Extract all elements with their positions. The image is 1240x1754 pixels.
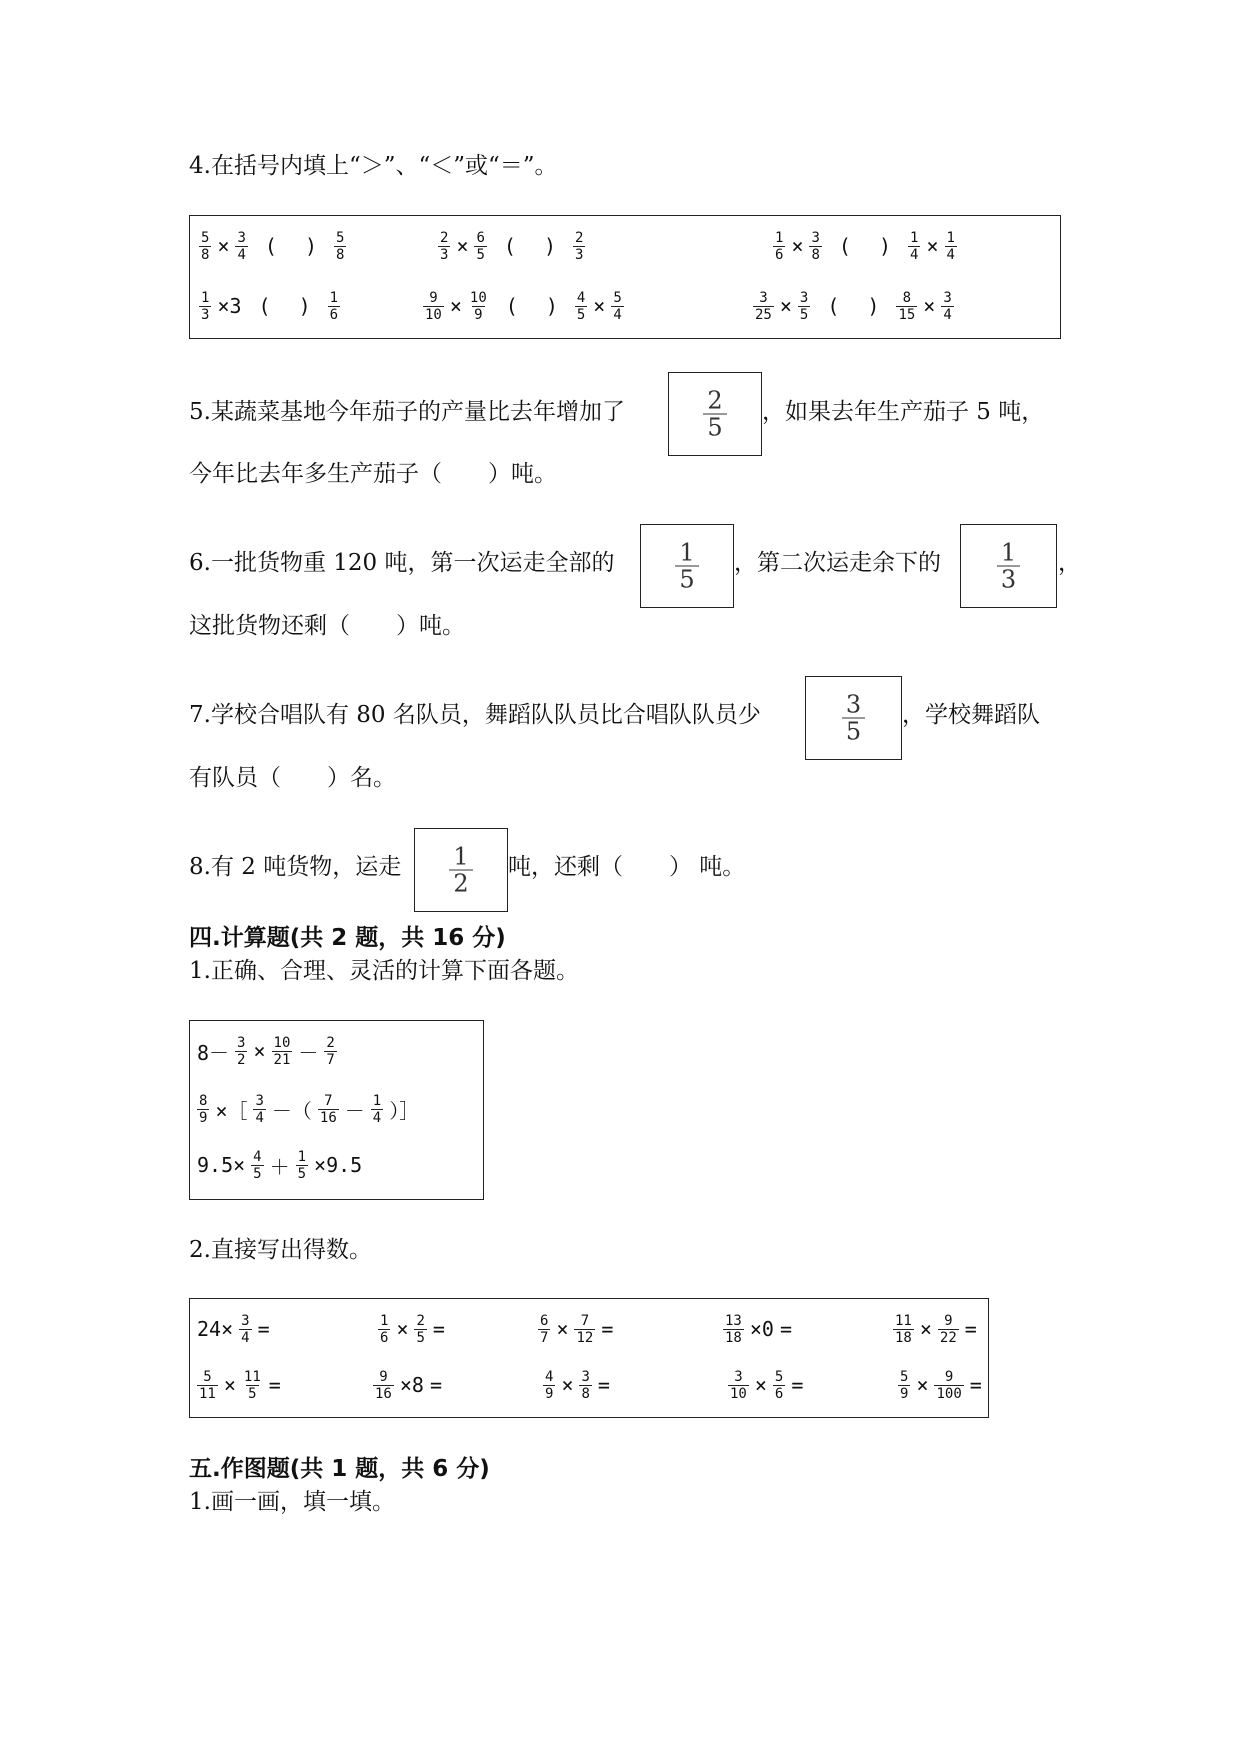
operator: ×0: [749, 1317, 774, 1341]
fraction: $\frac{2}{7}$: [326, 1034, 335, 1068]
fraction: $\frac{4}{5}$: [253, 1148, 262, 1182]
q7-text: 7.学校合唱队有 80 名队员，舞蹈队队员比合唱队队员少: [189, 702, 761, 728]
q4-label: 4.在括号内填上“＞”、“＜”或“＝”。: [189, 153, 558, 179]
blank-paren-close: ): [545, 294, 558, 318]
fraction: $\frac{9}{100}$: [936, 1368, 962, 1402]
q7-line-2: 有队员（ ）名。: [189, 765, 396, 791]
q5-line-2: 今年比去年多生产茄子（ ）吨。: [189, 461, 557, 487]
operator: ×: [253, 1039, 266, 1063]
section-5-title: 五.作图题(共 1 题，共 6 分): [189, 1456, 490, 1482]
fraction: $\frac{3}{8}$: [811, 229, 820, 263]
operator: －: [298, 1040, 319, 1065]
direct-answer-item: [720, 1307, 795, 1351]
blank-paren-open: (: [505, 294, 518, 318]
fraction: $\frac{3}{8}$: [581, 1368, 590, 1402]
operator: －（: [271, 1098, 312, 1123]
fraction: $\frac{1}{6}$: [329, 289, 339, 323]
direct-answer-item: [890, 1307, 980, 1351]
fraction: $\frac{3}{4}$: [943, 289, 952, 323]
operator: ×: [456, 234, 469, 258]
operator: ＋: [269, 1154, 290, 1179]
operator: ×: [754, 1373, 767, 1397]
direct-answer-item: [535, 1307, 616, 1351]
operator: ×8: [399, 1373, 424, 1397]
operator: ×: [926, 234, 939, 258]
q5-text-2: ，如果去年生产茄子 5 吨，: [762, 399, 1045, 425]
fraction: $\frac{3}{10}$: [730, 1368, 747, 1402]
section-4-title: 四.计算题(共 2 题，共 16 分): [189, 925, 506, 951]
calc-expression-1: [194, 1029, 340, 1073]
equals-sign: =: [969, 1373, 982, 1397]
operator: 24×: [197, 1317, 234, 1341]
operator: ×［: [215, 1098, 248, 1123]
q6-line-2: 这批货物还剩（ ）吨。: [189, 613, 465, 639]
equals-sign: =: [779, 1317, 792, 1341]
fraction: $\frac{3}{4}$: [255, 1092, 264, 1126]
fraction: $\frac{5}{6}$: [774, 1368, 784, 1402]
q5-text: 5.某蔬菜基地今年茄子的产量比去年增加了: [189, 399, 625, 425]
q5-fraction-box: [668, 372, 762, 456]
q6-text: 6.一批货物重 120 吨，第一次运走全部的: [189, 550, 615, 576]
direct-answer-table: [189, 1298, 989, 1418]
compare-item: [196, 224, 349, 268]
fraction: $\frac{11}{5}$: [243, 1368, 261, 1402]
operator: ×: [217, 234, 230, 258]
operator: ）］: [389, 1098, 420, 1123]
compare-item: [420, 284, 627, 328]
q5-fraction: 2 5: [669, 388, 761, 441]
q7-text-2: ，学校舞蹈队: [902, 702, 1040, 728]
fraction: $\frac{5}{8}$: [336, 229, 345, 263]
section-4-q1: 1.正确、合理、灵活的计算下面各题。: [189, 958, 579, 984]
equals-sign: =: [601, 1317, 614, 1341]
compare-item: [196, 284, 343, 328]
compare-item: [750, 284, 957, 328]
fraction: $\frac{1}{4}$: [946, 229, 955, 263]
operator: ×: [396, 1317, 409, 1341]
operator: ×: [223, 1373, 236, 1397]
operator: ×3: [217, 294, 242, 318]
fraction: $\frac{1}{4}$: [372, 1092, 382, 1126]
operator: ×: [556, 1317, 569, 1341]
fraction: $\frac{10}{9}$: [469, 289, 487, 323]
operator: ×: [923, 294, 936, 318]
blank-paren-open: (: [503, 234, 516, 258]
fraction: $\frac{7}{12}$: [576, 1312, 594, 1346]
fraction: $\frac{5}{11}$: [199, 1368, 216, 1402]
fraction: $\frac{3}{25}$: [755, 289, 772, 323]
operator: ×: [791, 234, 804, 258]
fraction: $\frac{1}{3}$: [201, 289, 210, 323]
q6-text-3: ，: [1058, 550, 1081, 576]
q8-fraction-box: [414, 828, 508, 912]
blank-paren-open: (: [838, 234, 851, 258]
direct-answer-item: [370, 1363, 445, 1407]
fraction: $\frac{1}{6}$: [380, 1312, 389, 1346]
operator: ×9.5: [314, 1153, 363, 1177]
fraction: $\frac{8}{15}$: [898, 289, 916, 323]
equals-sign: =: [791, 1373, 804, 1397]
fraction: $\frac{5}{9}$: [900, 1368, 909, 1402]
fraction: $\frac{2}{3}$: [575, 229, 584, 263]
operator: ×: [449, 294, 462, 318]
fraction: $\frac{2}{3}$: [440, 229, 449, 263]
fraction: $\frac{3}{5}$: [799, 289, 809, 323]
q7-fraction: 3 5: [806, 692, 901, 745]
blank-paren-close: ): [867, 294, 880, 318]
operator: ×: [919, 1317, 932, 1341]
q4-compare-table: [189, 215, 1061, 339]
q8-fraction: 1 2: [415, 844, 507, 897]
fraction: $\frac{8}{9}$: [199, 1092, 208, 1126]
q6-fraction-box-2: [960, 524, 1057, 608]
operator: －: [344, 1098, 365, 1123]
fraction: $\frac{11}{18}$: [895, 1312, 912, 1346]
fraction: $\frac{5}{4}$: [613, 289, 622, 323]
fraction: $\frac{9}{16}$: [375, 1368, 392, 1402]
q4-row-2: [190, 284, 1060, 328]
fraction: $\frac{1}{5}$: [297, 1148, 307, 1182]
fraction: $\frac{6}{7}$: [540, 1312, 549, 1346]
fraction: $\frac{3}{2}$: [237, 1034, 246, 1068]
operator: ×: [593, 294, 606, 318]
operator: 8－: [197, 1040, 230, 1065]
fraction: $\frac{4}{9}$: [545, 1368, 554, 1402]
fraction: $\frac{4}{5}$: [576, 289, 586, 323]
fraction: $\frac{7}{16}$: [319, 1092, 337, 1126]
compare-item: [435, 224, 588, 268]
section-5-q1: 1.画一画，填一填。: [189, 1489, 395, 1515]
direct-answer-item: [375, 1307, 448, 1351]
operator: ×: [779, 294, 792, 318]
fraction: $\frac{3}{4}$: [237, 229, 246, 263]
direct-answer-item: [540, 1363, 613, 1407]
section-4-q2: 2.直接写出得数。: [189, 1237, 372, 1263]
q4-row-1: [190, 224, 1060, 268]
blank-paren-close: ): [878, 234, 892, 258]
q7-fraction-box: [805, 676, 902, 760]
fraction: $\frac{10}{21}$: [273, 1034, 291, 1068]
calc-expression-box: [189, 1020, 484, 1200]
blank-paren-close: ): [543, 234, 557, 258]
q8-text: 8.有 2 吨货物，运走: [189, 854, 402, 880]
operator: ×: [916, 1373, 929, 1397]
q8-text-2: 吨，还剩（ ） 吨。: [508, 854, 746, 880]
q6-text-2: ，第二次运走余下的: [734, 550, 941, 576]
blank-paren-open: (: [258, 294, 271, 318]
fraction: $\frac{9}{10}$: [425, 289, 442, 323]
q6-fraction-1: 1 5: [641, 540, 733, 593]
blank-paren-open: (: [264, 234, 277, 258]
blank-paren-close: ): [304, 234, 318, 258]
equals-sign: =: [964, 1317, 977, 1341]
calc-expression-2: [194, 1087, 422, 1131]
direct-answer-item: [194, 1363, 284, 1407]
fraction: $\frac{3}{4}$: [241, 1312, 250, 1346]
direct-answer-item: [194, 1307, 273, 1351]
equals-sign: =: [432, 1317, 445, 1341]
direct-answer-item: [725, 1363, 806, 1407]
blank-paren-close: ): [298, 294, 311, 318]
fraction: $\frac{6}{5}$: [476, 229, 485, 263]
equals-sign: =: [429, 1373, 442, 1397]
operator: 9.5×: [197, 1153, 246, 1177]
equals-sign: =: [597, 1373, 610, 1397]
compare-item: [770, 224, 960, 268]
equals-sign: =: [257, 1317, 270, 1341]
fraction: $\frac{2}{5}$: [416, 1312, 425, 1346]
fraction: $\frac{1}{4}$: [910, 229, 919, 263]
blank-paren-open: (: [827, 294, 840, 318]
equals-sign: =: [268, 1373, 281, 1397]
direct-answer-item: [895, 1363, 985, 1407]
fraction: $\frac{1}{6}$: [775, 229, 784, 263]
fraction: $\frac{13}{18}$: [725, 1312, 742, 1346]
calc-expression-3: [194, 1143, 365, 1187]
operator: ×: [561, 1373, 574, 1397]
q6-fraction-box-1: [640, 524, 734, 608]
q6-fraction-2: 1 3: [961, 540, 1056, 593]
fraction: $\frac{5}{8}$: [201, 229, 210, 263]
fraction: $\frac{9}{22}$: [939, 1312, 957, 1346]
